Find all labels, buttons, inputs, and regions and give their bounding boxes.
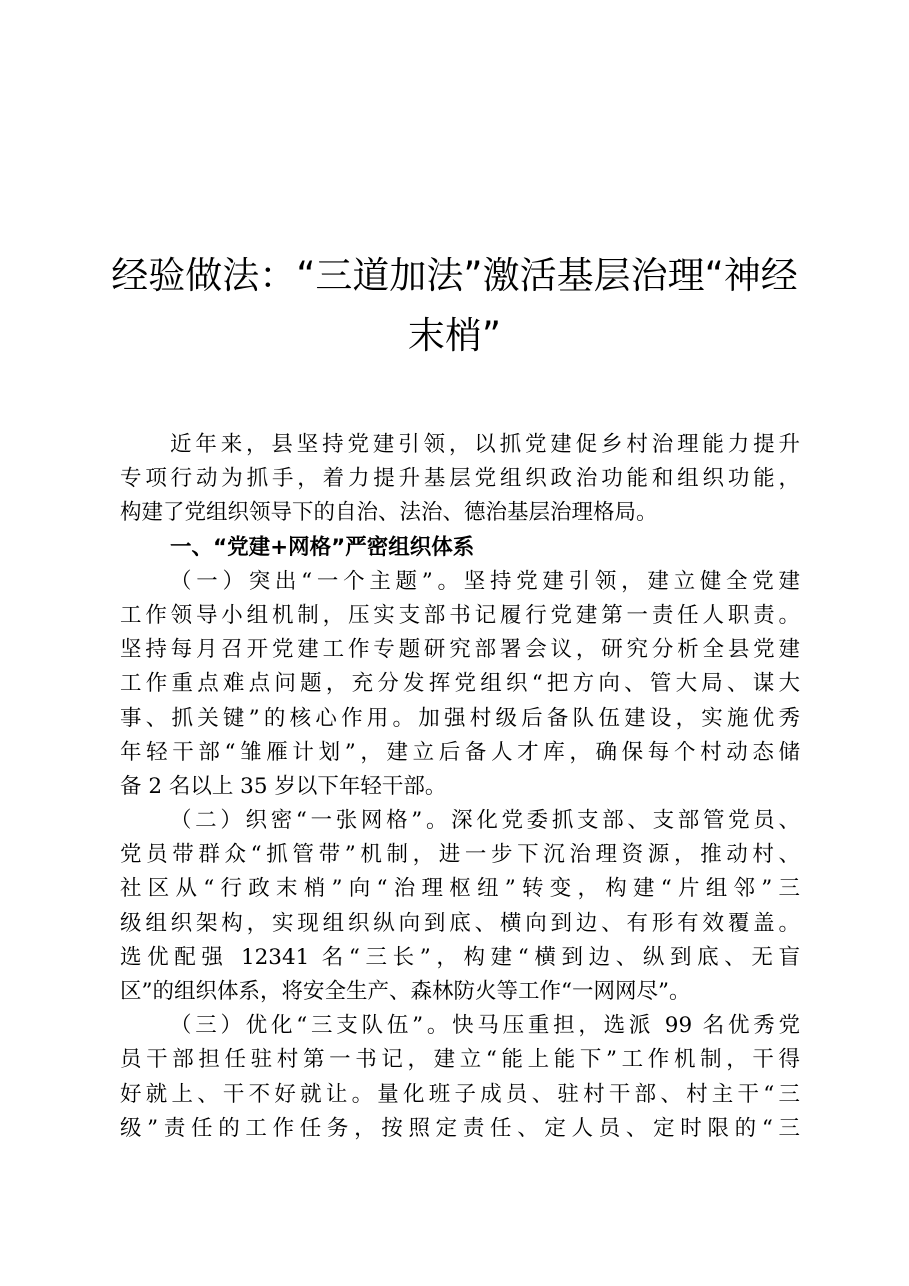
paragraph-line: （一）突出“一个主题”。坚持党建引领，建立健全党建	[170, 568, 800, 594]
document-title	[100, 246, 809, 366]
paragraph-line: 工作重点难点问题，充分发挥党组织“把方向、管大局、谋大	[120, 671, 800, 697]
paragraph-line: 事、抓关键”的核心作用。加强村级后备队伍建设，实施优秀	[120, 705, 800, 731]
paragraph-line: 区”的组织体系，将安全生产、森林防火等工作“一网网尽”。	[120, 979, 691, 1004]
paragraph-line: 社区从“行政末梢”向“治理枢纽”转变，构建“片组邻”三	[120, 876, 800, 902]
title-line-2: 末梢”	[407, 314, 502, 357]
paragraph-line: 级组织架构，实现组织纵向到底、横向到边、有形有效覆盖。	[120, 910, 800, 936]
paragraph-line: 工作领导小组机制，压实支部书记履行党建第一责任人职责。	[120, 602, 800, 628]
paragraph-line: 坚持每月召开党建工作专题研究部署会议，研究分析全县党建	[120, 637, 800, 663]
paragraph-line: 党员带群众“抓管带”机制，进一步下沉治理资源，推动村、	[120, 842, 800, 868]
paragraph-line: 备 2 名以上 35 岁以下年轻干部。	[120, 773, 447, 799]
paragraph-line: 年轻干部“雏雁计划”，建立后备人才库，确保每个村动态储	[120, 739, 800, 765]
paragraph-line: 级”责任的工作任务，按照定责任、定人员、定时限的“三	[120, 1115, 800, 1141]
paragraph-line: 选优配强 12341 名“三长”，构建“横到边、纵到底、无盲	[120, 944, 800, 970]
paragraph-line: 好就上、干不好就让。量化班子成员、驻村干部、村主干“三	[120, 1081, 800, 1107]
title-line-1: 经验做法：“三道加法”激活基层治理“神经	[111, 254, 798, 297]
paragraph-line: 近年来，县坚持党建引领，以抓党建促乡村治理能力提升	[170, 432, 800, 457]
paragraph-line: 构建了党组织领导下的自治、法治、德治基层治理格局。	[120, 500, 658, 526]
paragraph-line: （三）优化“三支队伍”。快马压重担，选派 99 名优秀党	[170, 1013, 800, 1039]
paragraph-line: （二）织密“一张网格”。深化党委抓支部、支部管党员、	[170, 808, 800, 834]
document-body	[120, 428, 800, 1146]
paragraph-line: 员干部担任驻村第一书记，建立“能上能下”工作机制，干得	[120, 1047, 800, 1073]
section-heading: 一、“党建+网格”严密组织体系	[170, 534, 475, 560]
paragraph-line: 专项行动为抓手，着力提升基层党组织政治功能和组织功能，	[120, 466, 800, 492]
